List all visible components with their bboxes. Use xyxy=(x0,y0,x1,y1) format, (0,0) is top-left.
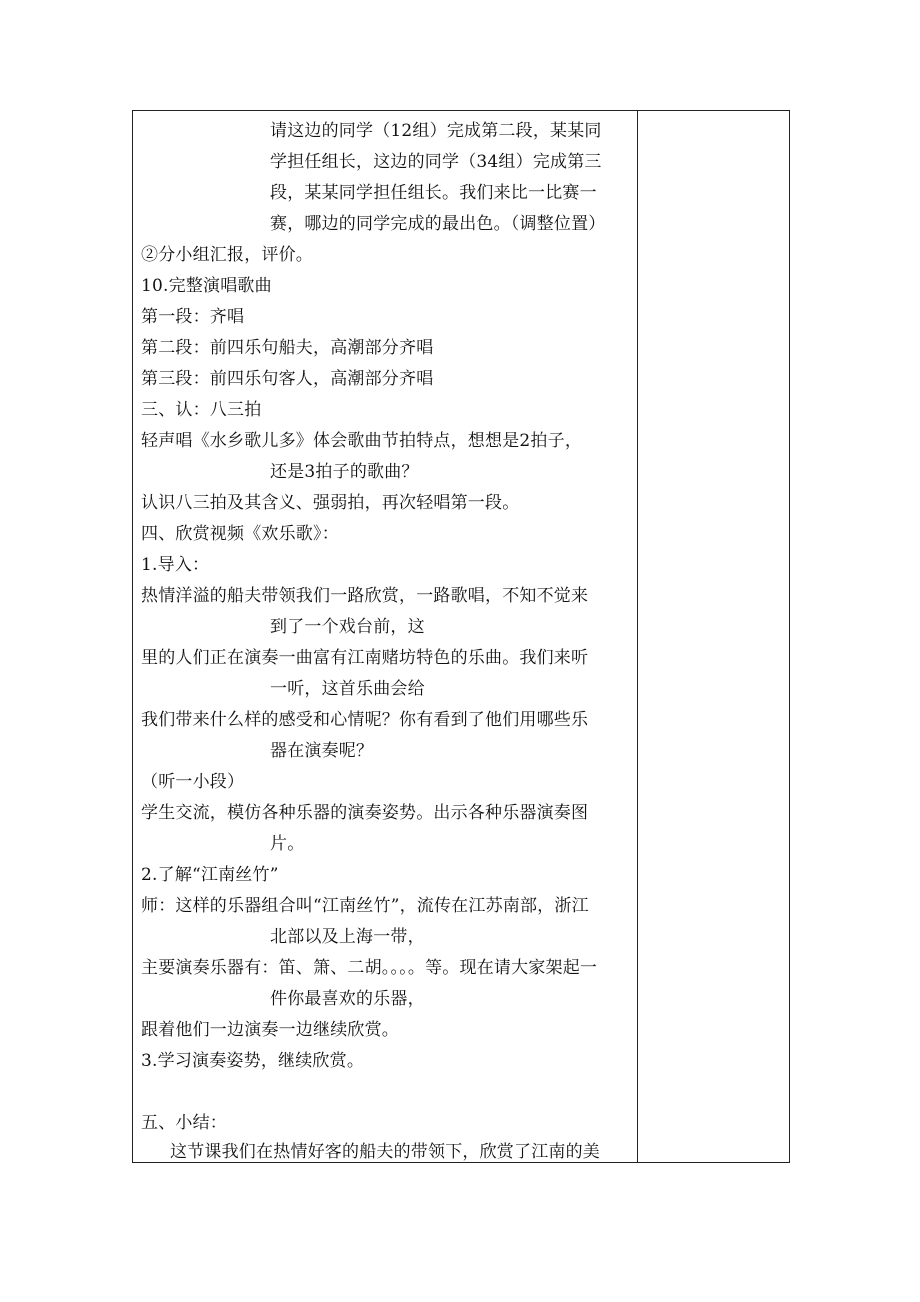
text-line: 学生交流，模仿各种乐器的演奏姿势。出示各种乐器演奏图 xyxy=(141,803,589,823)
text-line: 师：这样的乐器组合叫“江南丝竹”，流传在江苏南部，浙江 xyxy=(141,896,589,916)
text-line: 请这边的同学（12组）完成第二段，某某同 xyxy=(270,121,602,141)
text-line: 到了一个戏台前，这 xyxy=(270,617,425,637)
text-line: ②分小组汇报，评价。 xyxy=(141,245,313,265)
text-line: 第一段：齐唱 xyxy=(141,307,245,327)
text-line: 学担任组长，这边的同学（34组）完成第三 xyxy=(270,152,602,172)
text-line: 第三段：前四乐句客人，高潮部分齐唱 xyxy=(141,369,434,389)
text-line: 五、小结： xyxy=(141,1113,227,1133)
text-line: （听一小段） xyxy=(141,772,245,792)
text-line: 第二段：前四乐句船夫，高潮部分齐唱 xyxy=(141,338,434,358)
text-line: 我们带来什么样的感受和心情呢？你有看到了他们用哪些乐 xyxy=(141,710,589,730)
text-line: 2.了解“江南丝竹” xyxy=(141,865,279,885)
text-line: 还是3拍子的歌曲？ xyxy=(270,462,419,482)
text-line: 一听，这首乐曲会给 xyxy=(270,679,425,699)
text-line: 主要演奏乐器有：笛、箫、二胡。。。。等。现在请大家架起一 xyxy=(141,958,598,978)
text-line: 3.学习演奏姿势，继续欣赏。 xyxy=(141,1051,365,1071)
text-line: 1.导入： xyxy=(141,555,210,575)
text-line: 跟着他们一边演奏一边继续欣赏。 xyxy=(141,1020,399,1040)
text-line: 片。 xyxy=(270,834,305,854)
text-line: 段，某某同学担任组长。我们来比一比赛一 xyxy=(270,183,597,203)
text-line: 认识八三拍及其含义、强弱拍，再次轻唱第一段。 xyxy=(141,493,520,513)
text-line: 器在演奏呢？ xyxy=(270,741,374,761)
text-line: 北部以及上海一带， xyxy=(270,927,425,947)
text-line: 轻声唱《水乡歌儿多》体会歌曲节拍特点，想想是2拍子， xyxy=(141,431,583,451)
text-line: 这节课我们在热情好客的船夫的带领下，欣赏了江南的美 xyxy=(170,1142,600,1162)
content-cell xyxy=(133,111,637,1162)
text-line: 赛，哪边的同学完成的最出色。（调整位置） xyxy=(270,214,606,234)
text-line: 热情洋溢的船夫带领我们一路欣赏，一路歌唱，不知不觉来 xyxy=(141,586,589,606)
lesson-plan-table xyxy=(132,110,790,1163)
text-line: 10.完整演唱歌曲 xyxy=(141,276,272,296)
notes-cell xyxy=(638,111,789,1162)
text-line: 里的人们正在演奏一曲富有江南赌坊特色的乐曲。我们来听 xyxy=(141,648,589,668)
text-line: 三、认：八三拍 xyxy=(141,400,262,420)
text-line: 件你最喜欢的乐器， xyxy=(270,989,425,1009)
text-line: 四、欣赏视频《欢乐歌》： xyxy=(141,524,339,544)
